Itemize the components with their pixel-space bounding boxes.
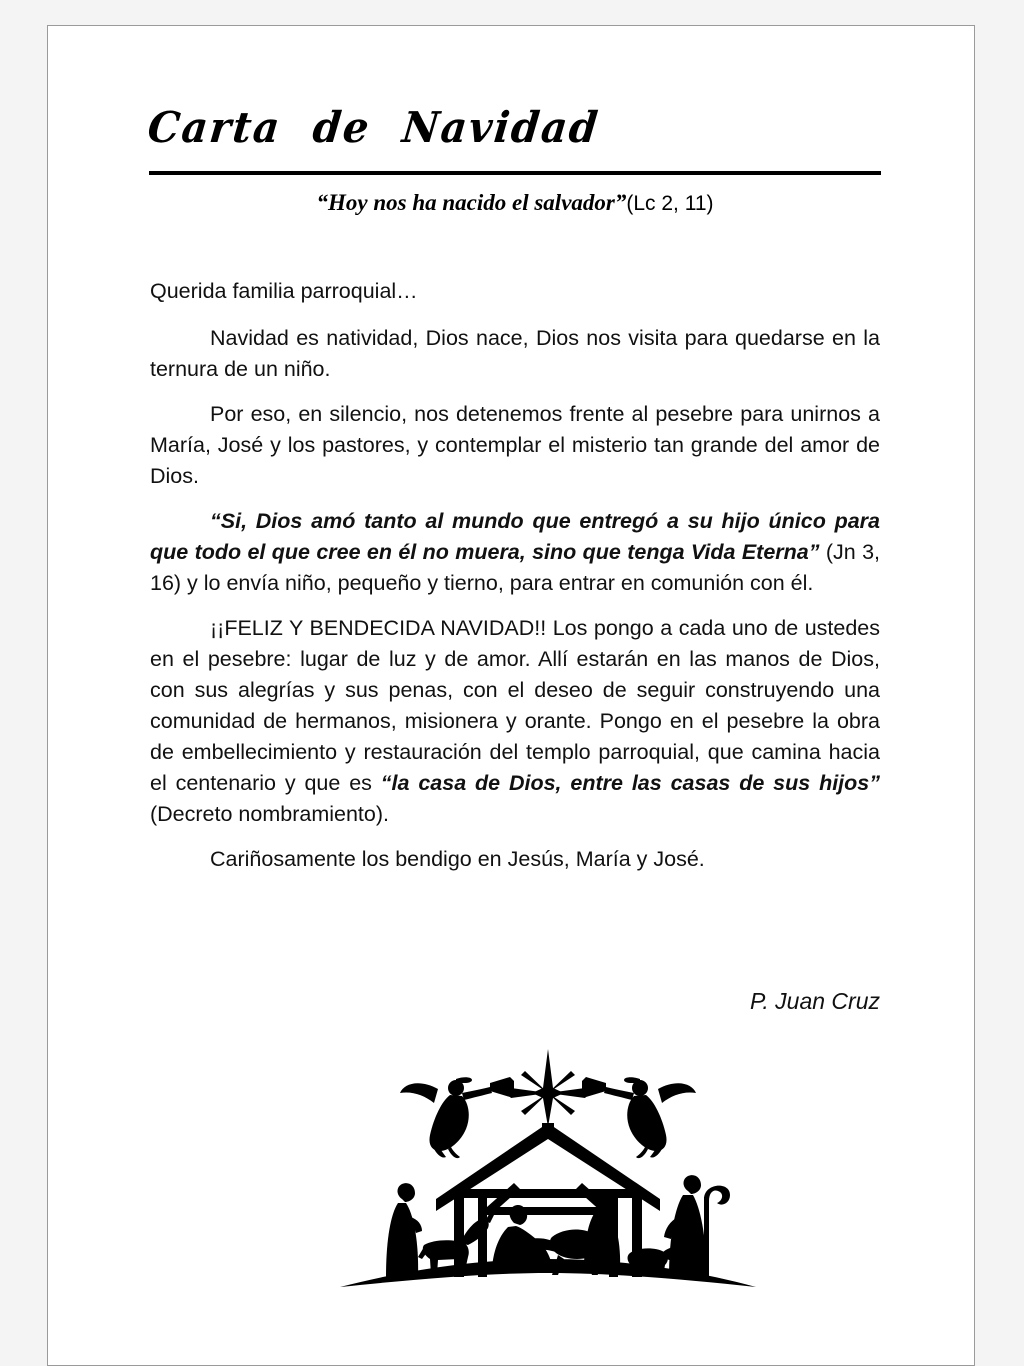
epigraph-reference: (Lc 2, 11): [626, 192, 714, 215]
epigraph: [149, 190, 881, 216]
paragraph-4: [150, 613, 880, 830]
paragraph-4-start: ¡¡FELIZ Y BENDECIDA NAVIDAD!! Los pongo a cada uno de ustedes en el pesebre: lugar de luz y de amor. Allí estarán en las manos de Dios, con sus alegrías y sus penas, con el deseo de seguir construyendo una comunidad de hermanos, misionera y orante. Pongo en el pesebre la obra de embellecimiento y restauración del templo parroquial, que camina hacia el centenario y que es: [150, 616, 880, 795]
paragraph-3: [150, 506, 880, 599]
document-page: [47, 25, 975, 1366]
nativity-illustration: [338, 1031, 758, 1291]
nativity-scene-icon: [338, 1031, 758, 1291]
paragraph-4-end: (Decreto nombramiento).: [150, 802, 389, 826]
angel-left-icon: [400, 1077, 514, 1158]
angel-right-icon: [582, 1077, 696, 1158]
decree-quote: “la casa de Dios, entre las casas de sus hijos”: [380, 771, 880, 795]
bethlehem-star-icon: [506, 1049, 590, 1127]
letter-body: [150, 276, 880, 889]
paragraph-1-text: Navidad es natividad, Dios nace, Dios nos visita para quedarse en la ternura de un niño.: [150, 326, 880, 381]
salutation: [150, 276, 880, 307]
signature: P. Juan Cruz: [750, 988, 880, 1014]
paragraph-2: [150, 399, 880, 492]
scripture-quote-jn316: “Si, Dios amó tanto al mundo que entregó a su hijo único para que todo el que cree en él no muera, sino que tenga Vida Eterna”: [150, 509, 880, 564]
paragraph-2-text: Por eso, en silencio, nos detenemos frente al pesebre para unirnos a María, José y los pastores, y contemplar el misterio tan grande del amor de Dios.: [150, 402, 880, 488]
shepherd-right-icon: [664, 1175, 730, 1277]
paragraph-1: [150, 323, 880, 385]
epigraph-scripture: “Hoy nos ha nacido el salvador”: [316, 190, 627, 215]
title-divider: [149, 171, 881, 175]
page-title: Carta de Navidad: [145, 102, 602, 153]
shepherd-left-icon: [386, 1183, 422, 1277]
salutation-text: Querida familia parroquial…: [150, 279, 418, 303]
paragraph-5-text: Cariñosamente los bendigo en Jesús, María y José.: [210, 847, 705, 871]
paragraph-5: [150, 844, 880, 875]
paragraph-3-rest: (Jn 3, 16) y lo envía niño, pequeño y tierno, para entrar en comunión con él.: [150, 540, 881, 595]
